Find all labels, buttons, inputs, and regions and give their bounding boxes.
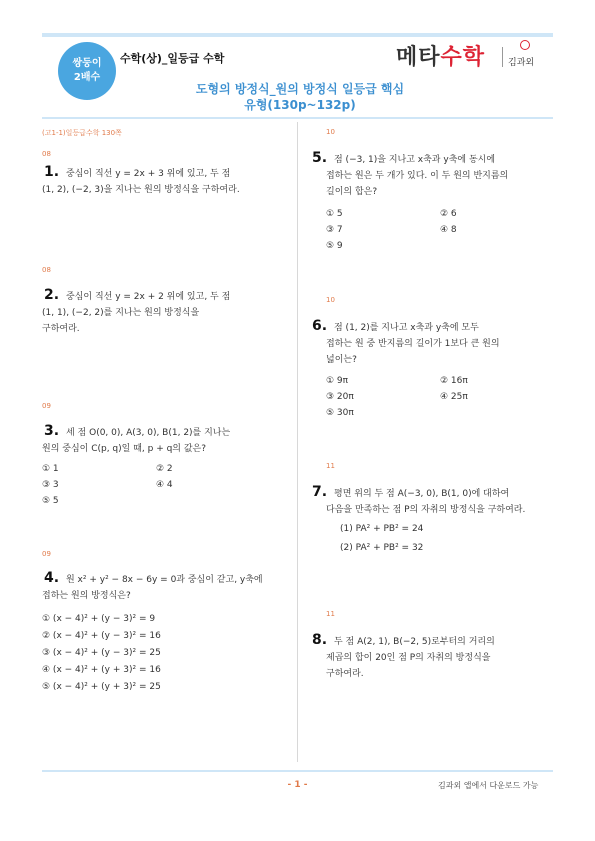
question-2 — [42, 287, 291, 337]
answer-option[interactable]: ① (x − 4)² + (y − 3)² = 9 — [42, 614, 156, 624]
answer-option[interactable]: ④ 4 — [156, 480, 173, 490]
question-6 — [312, 318, 556, 368]
brand-divider — [502, 47, 503, 67]
question-number: 3. — [44, 423, 60, 439]
sub-question: (2) PA² + PB² = 32 — [340, 543, 424, 553]
question-text-line: 중심이 직선 y = 2x + 2 위에 있고, 두 점 — [66, 292, 231, 302]
question-tag: 09 — [42, 402, 51, 410]
question-number: 2. — [44, 287, 60, 303]
page-title-line2: 유형(130p~132p) — [244, 98, 356, 112]
brand-part-a: 메타 — [396, 45, 441, 70]
question-text-line: 원 x² + y² − 8x − 6y = 0과 중심이 같고, y축에 — [66, 575, 263, 585]
answer-option[interactable]: ⑤ 30π — [326, 408, 354, 418]
answer-option[interactable]: ② 2 — [156, 464, 173, 474]
answer-option[interactable]: ④ (x − 4)² + (y + 3)² = 16 — [42, 665, 161, 675]
question-tag: 10 — [326, 296, 335, 304]
source-label: (고1-1)일등급수학 130쪽 — [42, 129, 122, 137]
question-text-line: 중심이 직선 y = 2x + 3 위에 있고, 두 점 — [66, 169, 231, 179]
brand-sub: 김과외 — [508, 58, 535, 68]
header-rule — [42, 117, 553, 119]
question-1 — [42, 164, 291, 198]
question-number: 5. — [312, 150, 328, 166]
badge-line1: 쌍둥이 — [72, 58, 102, 69]
question-text-line: 접하는 원 중 반지름의 길이가 1보다 큰 원의 — [326, 339, 500, 349]
question-number: 8. — [312, 632, 328, 648]
brand-mark-icon — [520, 40, 530, 50]
options-q5 — [326, 207, 551, 257]
question-text-line: 구하여라. — [42, 324, 80, 334]
footer-note: 김과외 앱에서 다운로드 가능 — [438, 781, 539, 790]
answer-option[interactable]: ⑤ (x − 4)² + (y + 3)² = 25 — [42, 682, 161, 692]
question-tag: 08 — [42, 150, 51, 158]
options-q6 — [326, 374, 551, 424]
question-tag: 10 — [326, 128, 335, 136]
question-text-line: 점 (−3, 1)을 지나고 x축과 y축에 동시에 — [334, 155, 496, 165]
question-text-line: 접하는 원의 방정식은? — [42, 591, 131, 601]
question-text-line: 구하여라. — [326, 669, 364, 679]
answer-option[interactable]: ③ 3 — [42, 480, 59, 490]
question-number: 6. — [312, 318, 328, 334]
question-4 — [42, 570, 291, 604]
question-5 — [312, 150, 556, 200]
answer-option[interactable]: ③ 20π — [326, 392, 354, 402]
question-tag: 11 — [326, 610, 335, 618]
question-8 — [312, 632, 556, 682]
answer-option[interactable]: ② (x − 4)² + (y − 3)² = 16 — [42, 631, 161, 641]
question-text-line: 원의 중심이 C(p, q)일 때, p + q의 값은? — [42, 444, 207, 454]
question-text-line: 접하는 원은 두 개가 있다. 이 두 원의 반지름의 — [326, 171, 509, 181]
question-number: 1. — [44, 164, 60, 180]
answer-option[interactable]: ⑤ 9 — [326, 241, 343, 251]
options-q3 — [42, 462, 292, 512]
subject-title: 수학(상)_일등급 수학 — [120, 52, 225, 65]
page-number: - 1 - — [287, 780, 308, 790]
options-q4 — [42, 612, 292, 697]
question-tag: 08 — [42, 266, 51, 274]
badge-line2: 2배수 — [73, 72, 101, 83]
question-tag: 09 — [42, 550, 51, 558]
top-rule — [42, 33, 553, 37]
answer-option[interactable]: ④ 25π — [440, 392, 468, 402]
question-text-line: 두 점 A(2, 1), B(−2, 5)로부터의 거리의 — [334, 637, 495, 647]
question-number: 7. — [312, 484, 328, 500]
question-text-line: 넓이는? — [326, 355, 357, 365]
question-text-line: 길이의 합은? — [326, 187, 378, 197]
level-badge — [58, 42, 116, 100]
options-q7 — [340, 522, 550, 558]
answer-option[interactable]: ③ 7 — [326, 225, 343, 235]
question-text-line: 다음을 만족하는 점 P의 자취의 방정식을 구하여라. — [326, 505, 526, 515]
brand-part-b: 수학 — [440, 45, 486, 70]
question-3 — [42, 423, 291, 457]
question-text-line: 평면 위의 두 점 A(−3, 0), B(1, 0)에 대하여 — [334, 489, 510, 499]
answer-option[interactable]: ② 6 — [440, 209, 457, 219]
question-text-line: 제곱의 합이 20인 점 P의 자취의 방정식을 — [326, 653, 491, 663]
sub-question: (1) PA² + PB² = 24 — [340, 524, 424, 534]
question-tag: 11 — [326, 462, 335, 470]
page-title-line1: 도형의 방정식_원의 방정식 일등급 핵심 — [195, 82, 405, 96]
answer-option[interactable]: ① 9π — [326, 376, 349, 386]
footer-rule — [42, 770, 553, 772]
answer-option[interactable]: ① 1 — [42, 464, 59, 474]
question-text-line: 점 (1, 2)를 지나고 x축과 y축에 모두 — [334, 323, 479, 333]
answer-option[interactable]: ⑤ 5 — [42, 496, 59, 506]
question-number: 4. — [44, 570, 60, 586]
question-text-line: (1, 2), (−2, 3)을 지나는 원의 방정식을 구하여라. — [42, 185, 240, 195]
answer-option[interactable]: ④ 8 — [440, 225, 457, 235]
answer-option[interactable]: ② 16π — [440, 376, 468, 386]
question-7 — [312, 484, 556, 518]
answer-option[interactable]: ① 5 — [326, 209, 343, 219]
question-text-line: 세 점 O(0, 0), A(3, 0), B(1, 2)를 지나는 — [66, 428, 231, 438]
answer-option[interactable]: ③ (x − 4)² + (y − 3)² = 25 — [42, 648, 161, 658]
question-text-line: (1, 1), (−2, 2)를 지나는 원의 방정식을 — [42, 308, 200, 318]
column-divider — [297, 122, 298, 762]
brand-logo — [396, 40, 485, 71]
